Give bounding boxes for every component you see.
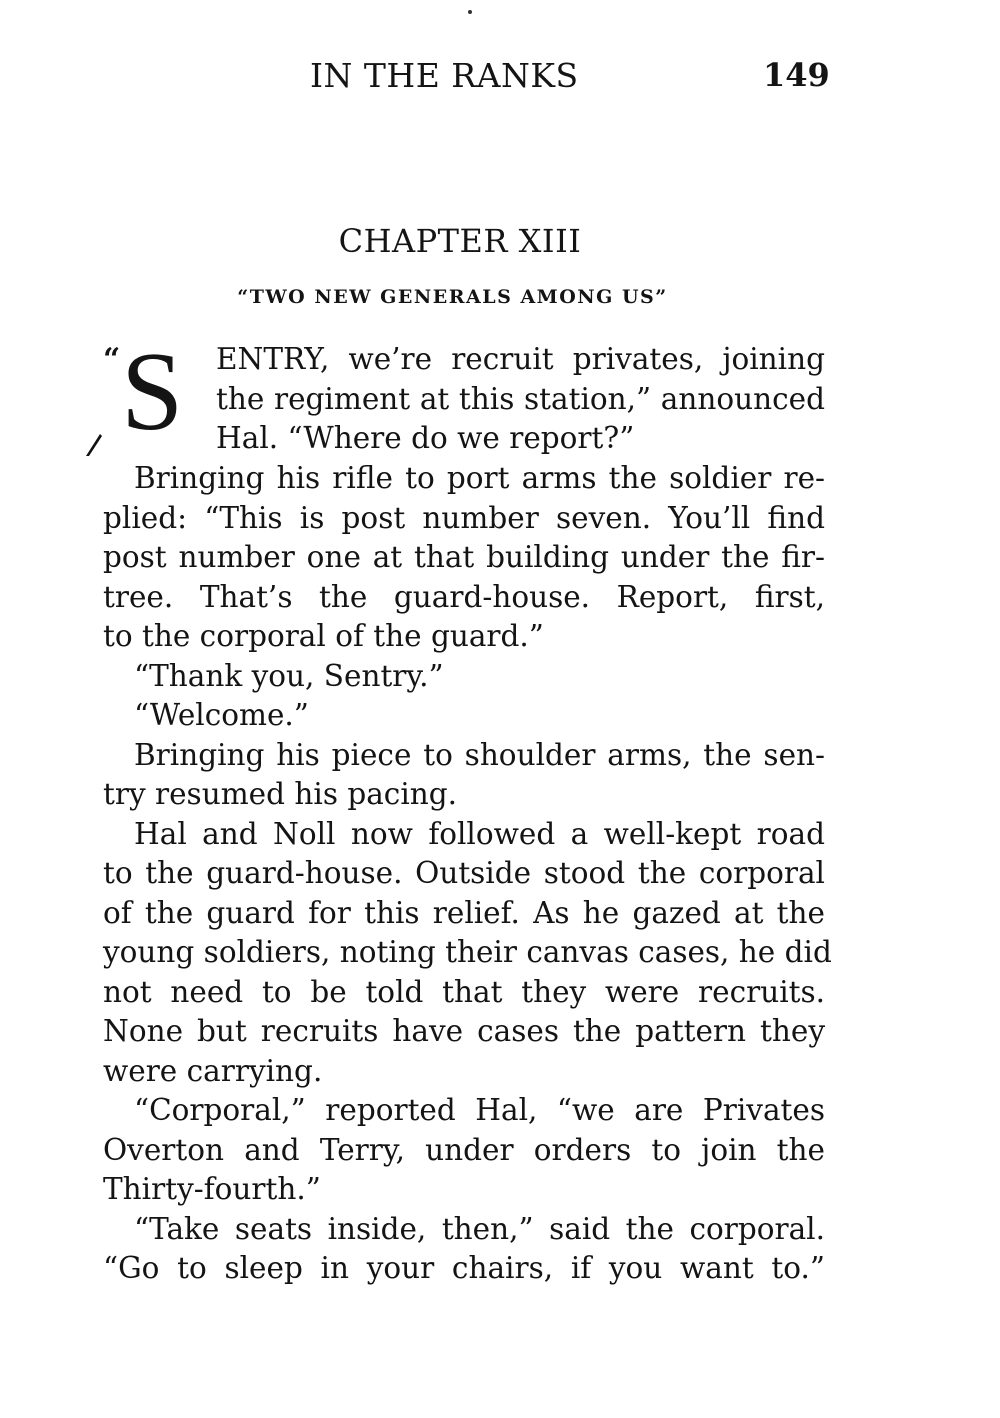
page-number: 149 (763, 56, 830, 94)
opening-lines (216, 340, 825, 459)
chapter-subtitle: “TWO NEW GENERALS AMONG US” (237, 286, 668, 308)
chapter-title: CHAPTER XIII (338, 222, 582, 260)
pencil-mark-icon (84, 428, 104, 458)
text-line: post number one at that building under the fir- (103, 540, 825, 574)
text-line: Bringing his rifle to port arms the soldier re- (134, 461, 825, 495)
text-line: Bringing his piece to shoulder arms, the sen- (134, 737, 825, 772)
opening-quote-mark: “ (103, 342, 121, 377)
text-line: ENTRY, we’re recruit privates, joining (216, 342, 825, 376)
text-line: to the corporal of the guard.” (103, 619, 544, 653)
text-line: Overton and Terry, under orders to join the (103, 1132, 825, 1167)
text-line: to the guard-house. Outside stood the corporal (103, 856, 825, 890)
running-head-title: IN THE RANKS (310, 56, 579, 95)
text-line: not need to be told that they were recruits. (103, 974, 825, 1009)
text-line: were carrying. (103, 1053, 323, 1088)
text-line: “Take seats inside, then,” said the corporal. (134, 1211, 825, 1246)
text-line: young soldiers, noting their canvas cases, he did (103, 935, 832, 969)
drop-cap-letter: S (121, 330, 184, 454)
text-line: “Corporal,” reported Hal, “we are Privates (134, 1093, 825, 1127)
text-line: “Thank you, Sentry.” (134, 658, 444, 693)
opening-paragraph (103, 330, 825, 460)
text-line: Thirty-fourth.” (103, 1172, 321, 1206)
text-line: tree. That’s the guard-house. Report, first, (103, 579, 825, 614)
text-line: “Welcome.” (134, 698, 309, 732)
text-line: Hal and Noll now followed a well-kept road (134, 816, 825, 851)
body-text (103, 459, 832, 1289)
text-line: “Go to sleep in your chairs, if you want to.” (103, 1251, 825, 1285)
text-line: the regiment at this station,” announced (216, 381, 825, 416)
text-line: plied: “This is post number seven. You’ll find (103, 500, 825, 535)
ink-speck-icon (466, 8, 474, 16)
text-line: of the guard for this relief. As he gazed at the (103, 895, 825, 930)
text-line: try resumed his pacing. (103, 777, 458, 811)
text-line: None but recruits have cases the pattern they (103, 1014, 825, 1048)
text-line: Hal. “Where do we report?” (216, 421, 635, 455)
